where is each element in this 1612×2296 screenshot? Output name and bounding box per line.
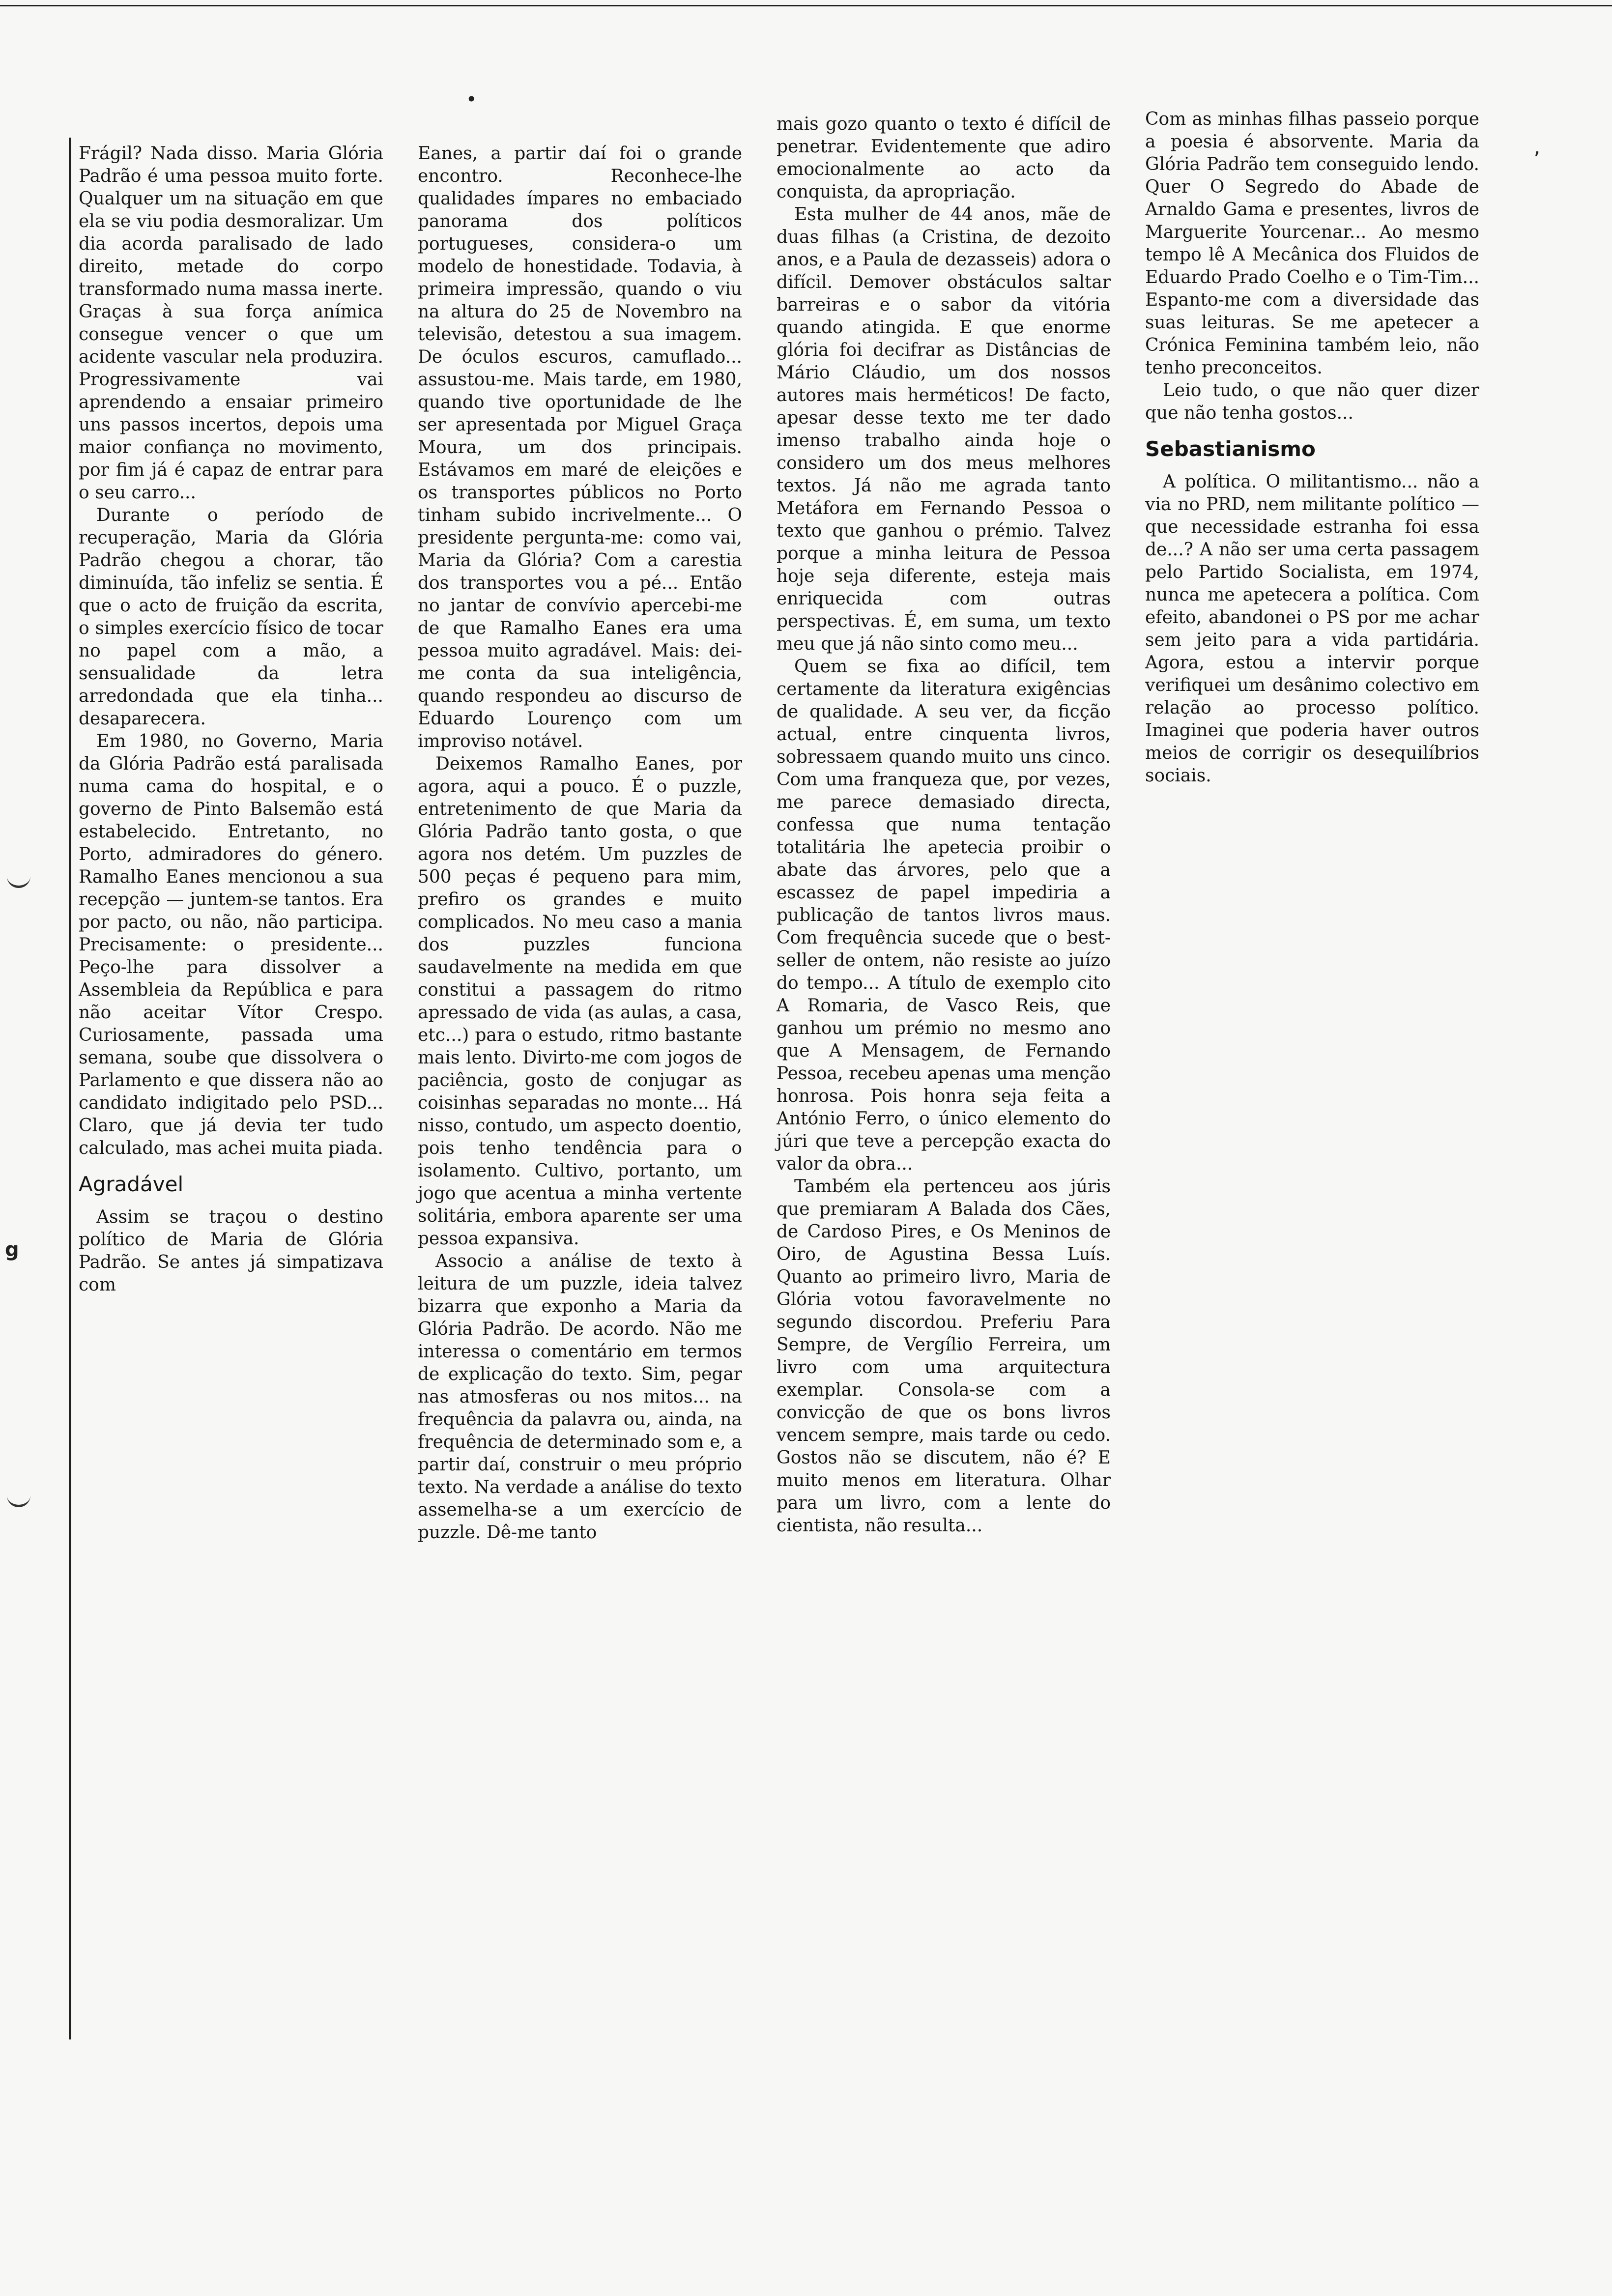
- paragraph: Durante o período de recuperação, Maria da Glória Padrão chegou a chorar, tão diminuída, tão infeliz se sentia. É que o acto de fruição da escrita, o simples exercício físico de tocar no papel com a mão, a sensualidade da letra arredondada que ela tinha... desaparecera.: [79, 505, 383, 729]
- paragraph: Eanes, a partir daí foi o grande encontro. Reconhece-lhe qualidades ímpares no embaciado panorama dos políticos portugueses, considera-o um modelo de honestidade. Todavia, à primeira impressão, quando o viu na altura do 25 de Novembro na televisão, detestou a sua imagem. De óculos escuros, camuflado... assustou-me. Mais tarde, em 1980, quando tive oportunidade de lhe ser apresentada por Miguel Graça Moura, um dos principais. Estávamos em maré de eleições e os transportes públicos no Porto tinham subido incrivelmente... O presidente pergunta-me: como vai, Maria da Glória? Com a carestia dos transportes vou a pé... Então no jantar de convívio apercebi-me de que Ramalho Eanes era uma pessoa muito agradável. Mais: dei-me conta da sua inteligência, quando respondeu ao discurso de Eduardo Lourenço com um improviso notável.: [418, 144, 742, 751]
- margin-letter-mark: g: [5, 1238, 19, 1261]
- paragraph: Deixemos Ramalho Eanes, por agora, aqui a pouco. É o puzzle, entretenimento de que Maria da Glória Padrão tanto gosta, o que agora nos detém. Um puzzles de 500 peças é pequeno para mim, prefiro os grandes e muito complicados. No meu caso a mania dos puzzles funciona saudavelmente na medida em que constitui a passagem do ritmo apressado de vida (as aulas, a casa, etc...) para o estudo, ritmo bastante mais lento. Divirto-me com jogos de paciência, gosto de conjugar as coisinhas separadas no monte... Há nisso, contudo, um aspecto doentio, pois tenho tendência para o isolamento. Cultivo, portanto, um jogo que acentua a minha vertente solitária, embora aparente ser uma pessoa expansiva.: [418, 754, 742, 1249]
- left-column-rule: [69, 138, 71, 2039]
- punch-hole-mark: [7, 865, 30, 888]
- paragraph: mais gozo quanto o texto é difícil de penetrar. Evidentemente que adiro emocionalmente ao acto da conquista, da apropriação.: [777, 114, 1111, 202]
- paragraph: Assim se traçou o destino político de Maria de Glória Padrão. Se antes já simpatizava com: [79, 1207, 383, 1295]
- text-column-1: [79, 143, 383, 1296]
- text-column-2: [418, 143, 742, 1544]
- paragraph: Leio tudo, o que não quer dizer que não tenha gostos...: [1145, 380, 1479, 423]
- paragraph: Em 1980, no Governo, Maria da Glória Padrão está paralisada numa cama do hospital, e o governo de Pinto Balsemão está estabelecido. Entretanto, no Porto, admiradores do género. Ramalho Eanes mencionou a sua recepção — juntem-se tantos. Era por pacto, ou não, não participa. Precisamente: o presidente... Peço-lhe para dissolver a Assembleia da República e para não aceitar Vítor Crespo. Curiosamente, passada uma semana, soube que dissolvera o Parlamento e que dissera não ao candidato indigitado pelo PSD... Claro, que já devia ter tudo calculado, mas achei muita piada.: [79, 731, 383, 1158]
- section-heading: Agradável: [79, 1172, 184, 1196]
- punch-hole-mark: [7, 1484, 30, 1507]
- paragraph: Quem se fixa ao difícil, tem certamente da literatura exigências de qualidade. A seu ver, da ficção actual, entre cinquenta livros, sobressaem quando muito uns cinco. Com uma franqueza que, por vezes, me parece demasiado directa, confessa que numa tentação totalitária lhe apetecia proibir o abate das árvores, pelo que a escassez de papel impediria a publicação de tantos livros maus. Com frequência sucede que o best-seller de ontem, não resiste ao juízo do tempo... A título de exemplo cito A Romaria, de Vasco Reis, que ganhou um prémio no mesmo ano que A Mensagem, de Fernando Pessoa, recebeu apenas uma menção honrosa. Pois honra seja feita a António Ferro, o único elemento do júri que teve a percepção exacta do valor da obra...: [777, 657, 1111, 1174]
- text-column-4: [1145, 108, 1479, 787]
- paragraph: Com as minhas filhas passeio porque a poesia é absorvente. Maria da Glória Padrão tem conseguido lendo. Quer O Segredo do Abade de Arnaldo Gama e presentes, livros de Marguerite Yourcenar... Ao mesmo tempo lê A Mecânica dos Fluidos de Eduardo Prado Coelho e o Tim-Tim... Espanto-me com a diversidade das suas leituras. Se me apetecer a Crónica Feminina também leio, não tenho preconceitos.: [1145, 109, 1479, 378]
- margin-mark: ʼ: [1533, 147, 1540, 172]
- paragraph: Associo a análise de texto à leitura de um puzzle, ideia talvez bizarra que exponho a Maria da Glória Padrão. De acordo. Não me interessa o comentário em termos de explicação do texto. Sim, pegar nas atmosferas ou nos mitos... na frequência da palavra ou, ainda, na frequência de determinado som e, a partir daí, construir o meu próprio texto. Na verdade a análise do texto assemelha-se a um exercício de puzzle. Dê-me tanto: [418, 1251, 742, 1543]
- paragraph: Esta mulher de 44 anos, mãe de duas filhas (a Cristina, de dezoito anos, e a Paula de dezasseis) adora o difícil. Demover obstáculos saltar barreiras e o sabor da vitória quando atingida. E que enorme glória foi decifrar as Distâncias de Mário Cláudio, um dos nossos autores mais herméticos! De facto, apesar desse texto me ter dado imenso trabalho ainda hoje o considero um dos meus melhores textos. Já não me agrada tanto Metáfora em Fernando Pessoa o texto que ganhou o prémio. Talvez porque a minha leitura de Pessoa hoje seja diferente, esteja mais enriquecida com outras perspectivas. É, em suma, um texto meu que já não sinto como meu...: [777, 204, 1111, 654]
- top-border-line: [0, 5, 1612, 6]
- paragraph: Frágil? Nada disso. Maria Glória Padrão é uma pessoa muito forte. Qualquer um na situação em que ela se viu podia desmoralizar. Um dia acorda paralisado de lado direito, metade do corpo transformado numa massa inerte. Graças à sua força anímica consegue vencer o que um acidente vascular nela produzira. Progressivamente vai aprendendo a ensaiar primeiro uns passos incertos, depois uma maior confiança no movimento, por fim já é capaz de entrar para o seu carro...: [79, 144, 383, 503]
- paragraph: Também ela pertenceu aos júris que premiaram A Balada dos Cães, de Cardoso Pires, e Os Meninos de Oiro, de Agustina Bessa Luís. Quanto ao primeiro livro, Maria de Glória votou favoravelmente no segundo discordou. Preferiu Para Sempre, de Vergílio Ferreira, um livro com uma arquitectura exemplar. Consola-se com a convicção de que os bons livros vencem sempre, mais tarde ou cedo. Gostos não se discutem, não é? E muito menos em literatura. Olhar para um livro, com a lente do cientista, não resulta...: [777, 1177, 1111, 1536]
- decorative-dot: •: [466, 88, 477, 110]
- section-heading: Sebastianismo: [1145, 437, 1316, 461]
- text-column-3: [777, 113, 1111, 1537]
- paragraph: A política. O militantismo... não a via no PRD, nem militante político — que necessidade estranha foi essa de...? A não ser uma certa passagem pelo Partido Socialista, em 1974, nunca me apetecera a política. Com efeito, abandonei o PS por me achar sem jeito para a vida partidária. Agora, estou a intervir porque verifiquei um desânimo colectivo em relação ao processo político. Imaginei que poderia haver outros meios de corrigir os desequilíbrios sociais.: [1145, 472, 1479, 786]
